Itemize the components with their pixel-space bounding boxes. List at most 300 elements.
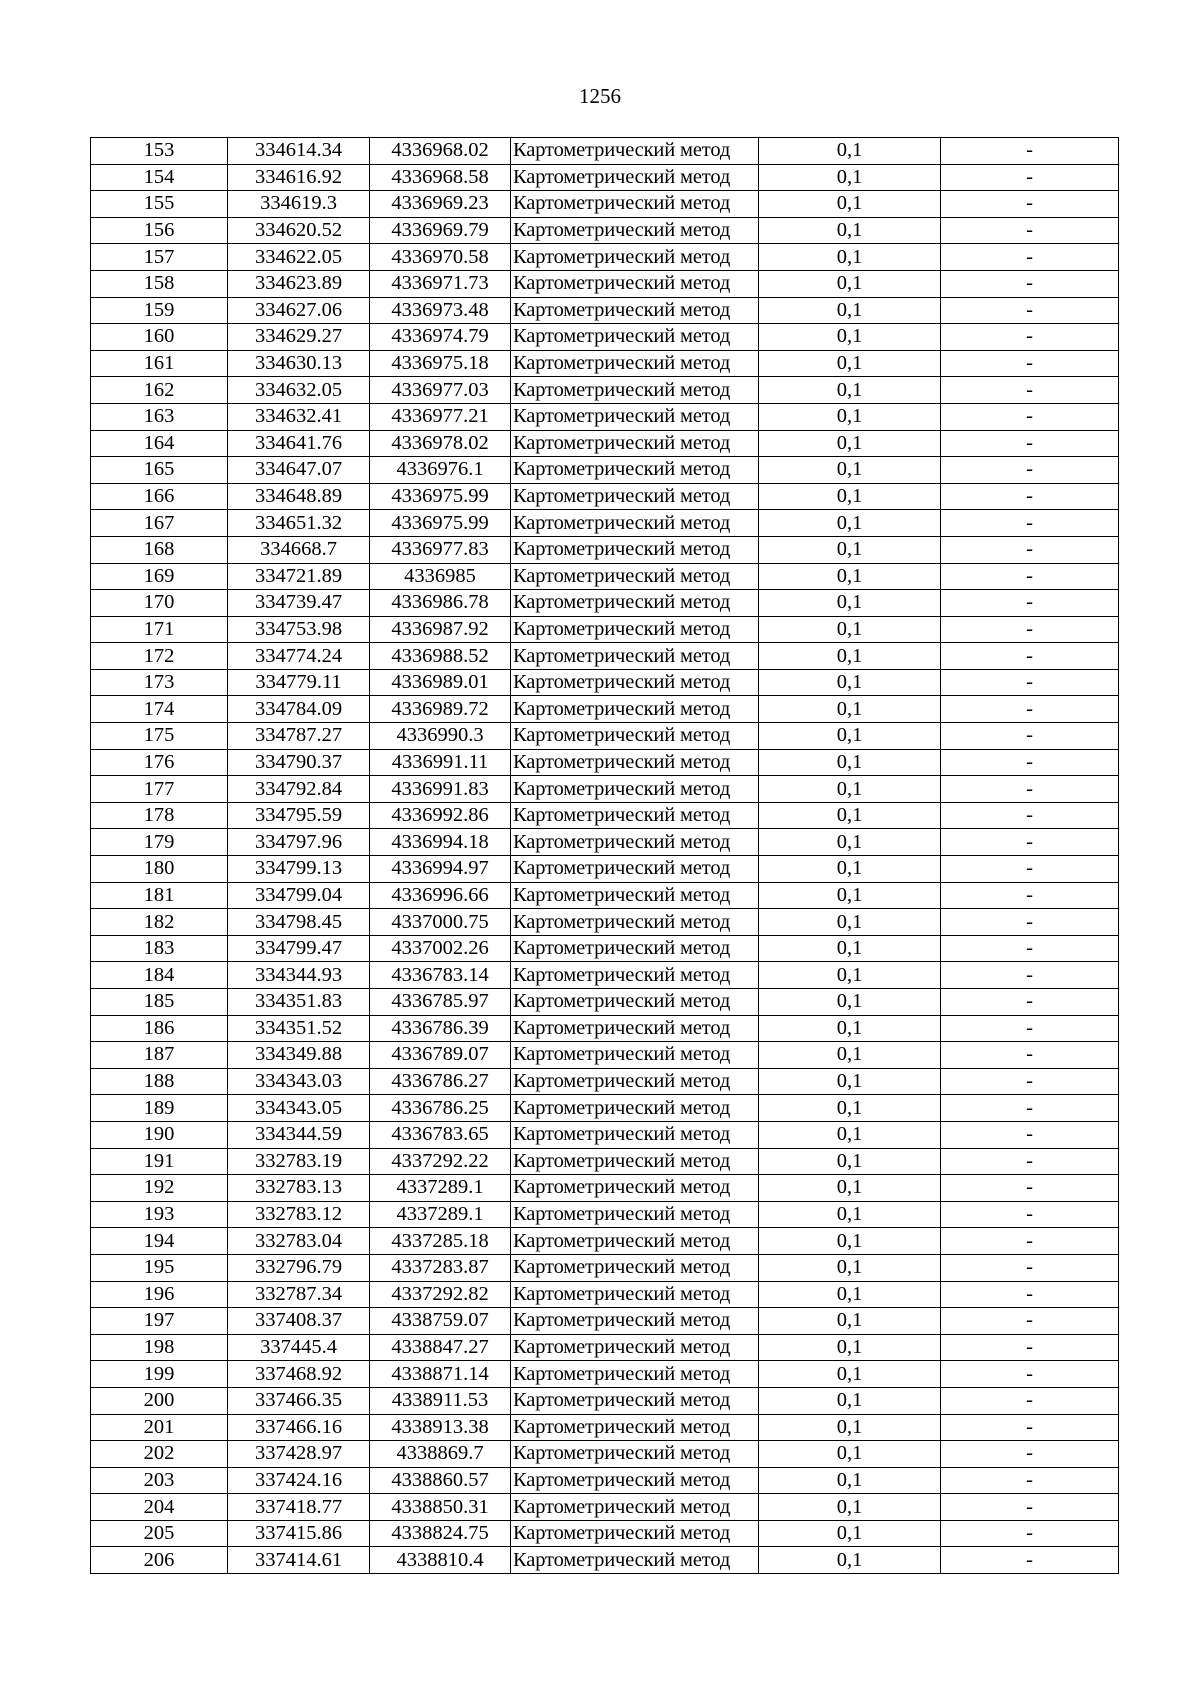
note-cell: - (941, 1175, 1119, 1202)
table-row (91, 590, 1119, 617)
note-cell: - (941, 430, 1119, 457)
table-row (91, 164, 1119, 191)
table-row (91, 829, 1119, 856)
x-coordinate-cell: 334344.59 (228, 1121, 370, 1148)
x-coordinate-cell: 337415.86 (228, 1520, 370, 1547)
method-cell: Картометрический метод (511, 1361, 759, 1388)
table-row (91, 802, 1119, 829)
y-coordinate-cell: 4337292.22 (370, 1148, 511, 1175)
accuracy-cell: 0,1 (759, 1547, 941, 1574)
accuracy-cell: 0,1 (759, 270, 941, 297)
point-number-cell: 169 (91, 563, 228, 590)
point-number-cell: 158 (91, 270, 228, 297)
method-cell: Картометрический метод (511, 1068, 759, 1095)
x-coordinate-cell: 334647.07 (228, 457, 370, 484)
method-cell: Картометрический метод (511, 1175, 759, 1202)
x-coordinate-cell: 334622.05 (228, 244, 370, 271)
x-coordinate-cell: 337408.37 (228, 1308, 370, 1335)
point-number-cell: 201 (91, 1414, 228, 1441)
note-cell: - (941, 483, 1119, 510)
point-number-cell: 197 (91, 1308, 228, 1335)
y-coordinate-cell: 4336789.07 (370, 1042, 511, 1069)
note-cell: - (941, 244, 1119, 271)
note-cell: - (941, 935, 1119, 962)
note-cell: - (941, 590, 1119, 617)
table-row (91, 643, 1119, 670)
point-number-cell: 192 (91, 1175, 228, 1202)
note-cell: - (941, 138, 1119, 165)
x-coordinate-cell: 334799.04 (228, 882, 370, 909)
table-row (91, 616, 1119, 643)
method-cell: Картометрический метод (511, 297, 759, 324)
point-number-cell: 181 (91, 882, 228, 909)
method-cell: Картометрический метод (511, 909, 759, 936)
table-row (91, 430, 1119, 457)
note-cell: - (941, 1068, 1119, 1095)
method-cell: Картометрический метод (511, 1201, 759, 1228)
method-cell: Картометрический метод (511, 1387, 759, 1414)
point-number-cell: 186 (91, 1015, 228, 1042)
y-coordinate-cell: 4337283.87 (370, 1254, 511, 1281)
point-number-cell: 154 (91, 164, 228, 191)
note-cell: - (941, 776, 1119, 803)
method-cell: Картометрический метод (511, 1308, 759, 1335)
x-coordinate-cell: 337424.16 (228, 1467, 370, 1494)
x-coordinate-cell: 334349.88 (228, 1042, 370, 1069)
method-cell: Картометрический метод (511, 1015, 759, 1042)
point-number-cell: 193 (91, 1201, 228, 1228)
y-coordinate-cell: 4336783.65 (370, 1121, 511, 1148)
point-number-cell: 161 (91, 350, 228, 377)
note-cell: - (941, 882, 1119, 909)
point-number-cell: 177 (91, 776, 228, 803)
y-coordinate-cell: 4336973.48 (370, 297, 511, 324)
method-cell: Картометрический метод (511, 403, 759, 430)
method-cell: Картометрический метод (511, 191, 759, 218)
x-coordinate-cell: 334344.93 (228, 962, 370, 989)
method-cell: Картометрический метод (511, 989, 759, 1016)
accuracy-cell: 0,1 (759, 1387, 941, 1414)
note-cell: - (941, 1148, 1119, 1175)
table-row (91, 723, 1119, 750)
note-cell: - (941, 909, 1119, 936)
x-coordinate-cell: 334668.7 (228, 536, 370, 563)
accuracy-cell: 0,1 (759, 1042, 941, 1069)
y-coordinate-cell: 4336992.86 (370, 802, 511, 829)
point-number-cell: 194 (91, 1228, 228, 1255)
y-coordinate-cell: 4336987.92 (370, 616, 511, 643)
method-cell: Картометрический метод (511, 1095, 759, 1122)
accuracy-cell: 0,1 (759, 669, 941, 696)
y-coordinate-cell: 4336996.66 (370, 882, 511, 909)
y-coordinate-cell: 4336969.23 (370, 191, 511, 218)
y-coordinate-cell: 4336975.99 (370, 483, 511, 510)
note-cell: - (941, 563, 1119, 590)
x-coordinate-cell: 337428.97 (228, 1441, 370, 1468)
method-cell: Картометрический метод (511, 776, 759, 803)
note-cell: - (941, 802, 1119, 829)
accuracy-cell: 0,1 (759, 563, 941, 590)
point-number-cell: 170 (91, 590, 228, 617)
method-cell: Картометрический метод (511, 430, 759, 457)
note-cell: - (941, 457, 1119, 484)
method-cell: Картометрический метод (511, 536, 759, 563)
x-coordinate-cell: 334753.98 (228, 616, 370, 643)
table-row (91, 191, 1119, 218)
x-coordinate-cell: 334792.84 (228, 776, 370, 803)
point-number-cell: 160 (91, 324, 228, 351)
y-coordinate-cell: 4336977.03 (370, 377, 511, 404)
point-number-cell: 195 (91, 1254, 228, 1281)
method-cell: Картометрический метод (511, 1334, 759, 1361)
method-cell: Картометрический метод (511, 962, 759, 989)
point-number-cell: 190 (91, 1121, 228, 1148)
note-cell: - (941, 669, 1119, 696)
note-cell: - (941, 856, 1119, 883)
note-cell: - (941, 297, 1119, 324)
accuracy-cell: 0,1 (759, 1281, 941, 1308)
point-number-cell: 205 (91, 1520, 228, 1547)
table-row (91, 1361, 1119, 1388)
x-coordinate-cell: 334351.52 (228, 1015, 370, 1042)
note-cell: - (941, 723, 1119, 750)
accuracy-cell: 0,1 (759, 802, 941, 829)
table-row (91, 270, 1119, 297)
y-coordinate-cell: 4337292.82 (370, 1281, 511, 1308)
table-row (91, 1334, 1119, 1361)
y-coordinate-cell: 4336994.18 (370, 829, 511, 856)
note-cell: - (941, 643, 1119, 670)
table-row (91, 1467, 1119, 1494)
point-number-cell: 155 (91, 191, 228, 218)
table-row (91, 138, 1119, 165)
method-cell: Картометрический метод (511, 270, 759, 297)
method-cell: Картометрический метод (511, 1520, 759, 1547)
point-number-cell: 204 (91, 1494, 228, 1521)
y-coordinate-cell: 4336990.3 (370, 723, 511, 750)
x-coordinate-cell: 334795.59 (228, 802, 370, 829)
accuracy-cell: 0,1 (759, 1308, 941, 1335)
x-coordinate-cell: 334629.27 (228, 324, 370, 351)
note-cell: - (941, 1387, 1119, 1414)
y-coordinate-cell: 4338850.31 (370, 1494, 511, 1521)
point-number-cell: 198 (91, 1334, 228, 1361)
x-coordinate-cell: 332783.12 (228, 1201, 370, 1228)
x-coordinate-cell: 334721.89 (228, 563, 370, 590)
y-coordinate-cell: 4336975.18 (370, 350, 511, 377)
x-coordinate-cell: 334623.89 (228, 270, 370, 297)
point-number-cell: 156 (91, 217, 228, 244)
table-row (91, 1201, 1119, 1228)
y-coordinate-cell: 4338847.27 (370, 1334, 511, 1361)
method-cell: Картометрический метод (511, 643, 759, 670)
table-row (91, 324, 1119, 351)
table-row (91, 563, 1119, 590)
y-coordinate-cell: 4336786.27 (370, 1068, 511, 1095)
accuracy-cell: 0,1 (759, 723, 941, 750)
accuracy-cell: 0,1 (759, 483, 941, 510)
y-coordinate-cell: 4337289.1 (370, 1175, 511, 1202)
x-coordinate-cell: 334774.24 (228, 643, 370, 670)
x-coordinate-cell: 334619.3 (228, 191, 370, 218)
accuracy-cell: 0,1 (759, 217, 941, 244)
x-coordinate-cell: 332783.13 (228, 1175, 370, 1202)
note-cell: - (941, 510, 1119, 537)
note-cell: - (941, 616, 1119, 643)
point-number-cell: 206 (91, 1547, 228, 1574)
accuracy-cell: 0,1 (759, 377, 941, 404)
y-coordinate-cell: 4338913.38 (370, 1414, 511, 1441)
x-coordinate-cell: 334632.41 (228, 403, 370, 430)
method-cell: Картометрический метод (511, 244, 759, 271)
table-row (91, 1281, 1119, 1308)
x-coordinate-cell: 337468.92 (228, 1361, 370, 1388)
x-coordinate-cell: 334616.92 (228, 164, 370, 191)
accuracy-cell: 0,1 (759, 1201, 941, 1228)
accuracy-cell: 0,1 (759, 989, 941, 1016)
table-row (91, 297, 1119, 324)
accuracy-cell: 0,1 (759, 457, 941, 484)
y-coordinate-cell: 4336985 (370, 563, 511, 590)
x-coordinate-cell: 334787.27 (228, 723, 370, 750)
x-coordinate-cell: 334632.05 (228, 377, 370, 404)
accuracy-cell: 0,1 (759, 1254, 941, 1281)
table-row (91, 1042, 1119, 1069)
accuracy-cell: 0,1 (759, 643, 941, 670)
y-coordinate-cell: 4336786.39 (370, 1015, 511, 1042)
point-number-cell: 162 (91, 377, 228, 404)
note-cell: - (941, 536, 1119, 563)
x-coordinate-cell: 337418.77 (228, 1494, 370, 1521)
accuracy-cell: 0,1 (759, 403, 941, 430)
y-coordinate-cell: 4336991.11 (370, 749, 511, 776)
note-cell: - (941, 749, 1119, 776)
method-cell: Картометрический метод (511, 856, 759, 883)
point-number-cell: 174 (91, 696, 228, 723)
x-coordinate-cell: 334343.05 (228, 1095, 370, 1122)
accuracy-cell: 0,1 (759, 138, 941, 165)
point-number-cell: 173 (91, 669, 228, 696)
accuracy-cell: 0,1 (759, 909, 941, 936)
note-cell: - (941, 962, 1119, 989)
y-coordinate-cell: 4336978.02 (370, 430, 511, 457)
accuracy-cell: 0,1 (759, 962, 941, 989)
y-coordinate-cell: 4336988.52 (370, 643, 511, 670)
method-cell: Картометрический метод (511, 483, 759, 510)
accuracy-cell: 0,1 (759, 1520, 941, 1547)
note-cell: - (941, 1414, 1119, 1441)
note-cell: - (941, 270, 1119, 297)
accuracy-cell: 0,1 (759, 776, 941, 803)
point-number-cell: 159 (91, 297, 228, 324)
accuracy-cell: 0,1 (759, 935, 941, 962)
x-coordinate-cell: 334797.96 (228, 829, 370, 856)
table-row (91, 1414, 1119, 1441)
y-coordinate-cell: 4336986.78 (370, 590, 511, 617)
method-cell: Картометрический метод (511, 1547, 759, 1574)
table-row (91, 882, 1119, 909)
note-cell: - (941, 1334, 1119, 1361)
accuracy-cell: 0,1 (759, 536, 941, 563)
table-row (91, 536, 1119, 563)
y-coordinate-cell: 4336977.21 (370, 403, 511, 430)
point-number-cell: 185 (91, 989, 228, 1016)
y-coordinate-cell: 4337002.26 (370, 935, 511, 962)
y-coordinate-cell: 4337000.75 (370, 909, 511, 936)
method-cell: Картометрический метод (511, 1494, 759, 1521)
method-cell: Картометрический метод (511, 1441, 759, 1468)
point-number-cell: 184 (91, 962, 228, 989)
note-cell: - (941, 1121, 1119, 1148)
method-cell: Картометрический метод (511, 1121, 759, 1148)
point-number-cell: 179 (91, 829, 228, 856)
accuracy-cell: 0,1 (759, 1068, 941, 1095)
y-coordinate-cell: 4337289.1 (370, 1201, 511, 1228)
y-coordinate-cell: 4336783.14 (370, 962, 511, 989)
y-coordinate-cell: 4336989.72 (370, 696, 511, 723)
page-number: 1256 (579, 84, 621, 108)
table-row (91, 776, 1119, 803)
point-number-cell: 202 (91, 1441, 228, 1468)
note-cell: - (941, 324, 1119, 351)
table-row (91, 1148, 1119, 1175)
point-number-cell: 176 (91, 749, 228, 776)
y-coordinate-cell: 4336989.01 (370, 669, 511, 696)
accuracy-cell: 0,1 (759, 350, 941, 377)
table-row (91, 856, 1119, 883)
y-coordinate-cell: 4336994.97 (370, 856, 511, 883)
x-coordinate-cell: 334799.13 (228, 856, 370, 883)
table-row (91, 403, 1119, 430)
table-row (91, 935, 1119, 962)
x-coordinate-cell: 334739.47 (228, 590, 370, 617)
method-cell: Картометрический метод (511, 669, 759, 696)
table-row (91, 1068, 1119, 1095)
x-coordinate-cell: 334799.47 (228, 935, 370, 962)
note-cell: - (941, 1254, 1119, 1281)
x-coordinate-cell: 334790.37 (228, 749, 370, 776)
accuracy-cell: 0,1 (759, 297, 941, 324)
table-row (91, 510, 1119, 537)
point-number-cell: 200 (91, 1387, 228, 1414)
method-cell: Картометрический метод (511, 377, 759, 404)
accuracy-cell: 0,1 (759, 1015, 941, 1042)
table-row (91, 457, 1119, 484)
accuracy-cell: 0,1 (759, 1095, 941, 1122)
accuracy-cell: 0,1 (759, 1494, 941, 1521)
accuracy-cell: 0,1 (759, 696, 941, 723)
y-coordinate-cell: 4336785.97 (370, 989, 511, 1016)
point-number-cell: 171 (91, 616, 228, 643)
accuracy-cell: 0,1 (759, 749, 941, 776)
point-number-cell: 191 (91, 1148, 228, 1175)
method-cell: Картометрический метод (511, 749, 759, 776)
table-row (91, 1308, 1119, 1335)
table-row (91, 1015, 1119, 1042)
table-row (91, 1547, 1119, 1574)
point-number-cell: 183 (91, 935, 228, 962)
point-number-cell: 172 (91, 643, 228, 670)
note-cell: - (941, 1095, 1119, 1122)
note-cell: - (941, 350, 1119, 377)
table-row (91, 1254, 1119, 1281)
y-coordinate-cell: 4336971.73 (370, 270, 511, 297)
table-row (91, 1095, 1119, 1122)
point-number-cell: 166 (91, 483, 228, 510)
note-cell: - (941, 989, 1119, 1016)
accuracy-cell: 0,1 (759, 856, 941, 883)
note-cell: - (941, 1467, 1119, 1494)
table-row (91, 483, 1119, 510)
x-coordinate-cell: 334784.09 (228, 696, 370, 723)
note-cell: - (941, 377, 1119, 404)
y-coordinate-cell: 4337285.18 (370, 1228, 511, 1255)
point-number-cell: 167 (91, 510, 228, 537)
accuracy-cell: 0,1 (759, 1414, 941, 1441)
x-coordinate-cell: 334351.83 (228, 989, 370, 1016)
x-coordinate-cell: 337466.16 (228, 1414, 370, 1441)
table-row (91, 909, 1119, 936)
accuracy-cell: 0,1 (759, 324, 941, 351)
x-coordinate-cell: 334627.06 (228, 297, 370, 324)
method-cell: Картометрический метод (511, 1228, 759, 1255)
x-coordinate-cell: 334343.03 (228, 1068, 370, 1095)
y-coordinate-cell: 4336991.83 (370, 776, 511, 803)
table-row (91, 962, 1119, 989)
note-cell: - (941, 217, 1119, 244)
method-cell: Картометрический метод (511, 829, 759, 856)
note-cell: - (941, 1042, 1119, 1069)
y-coordinate-cell: 4338911.53 (370, 1387, 511, 1414)
note-cell: - (941, 1361, 1119, 1388)
coordinates-table-body (91, 138, 1119, 1574)
point-number-cell: 178 (91, 802, 228, 829)
x-coordinate-cell: 334648.89 (228, 483, 370, 510)
y-coordinate-cell: 4336975.99 (370, 510, 511, 537)
method-cell: Картометрический метод (511, 138, 759, 165)
accuracy-cell: 0,1 (759, 1467, 941, 1494)
point-number-cell: 175 (91, 723, 228, 750)
accuracy-cell: 0,1 (759, 244, 941, 271)
note-cell: - (941, 1228, 1119, 1255)
y-coordinate-cell: 4336970.58 (370, 244, 511, 271)
note-cell: - (941, 164, 1119, 191)
x-coordinate-cell: 337414.61 (228, 1547, 370, 1574)
note-cell: - (941, 403, 1119, 430)
point-number-cell: 188 (91, 1068, 228, 1095)
method-cell: Картометрический метод (511, 1467, 759, 1494)
point-number-cell: 196 (91, 1281, 228, 1308)
method-cell: Картометрический метод (511, 1281, 759, 1308)
accuracy-cell: 0,1 (759, 1334, 941, 1361)
note-cell: - (941, 1308, 1119, 1335)
point-number-cell: 165 (91, 457, 228, 484)
coordinates-table (90, 137, 1119, 1574)
y-coordinate-cell: 4336968.02 (370, 138, 511, 165)
method-cell: Картометрический метод (511, 935, 759, 962)
point-number-cell: 168 (91, 536, 228, 563)
x-coordinate-cell: 334651.32 (228, 510, 370, 537)
table-row (91, 669, 1119, 696)
method-cell: Картометрический метод (511, 457, 759, 484)
y-coordinate-cell: 4338759.07 (370, 1308, 511, 1335)
table-row (91, 1441, 1119, 1468)
accuracy-cell: 0,1 (759, 1228, 941, 1255)
point-number-cell: 203 (91, 1467, 228, 1494)
method-cell: Картометрический метод (511, 1148, 759, 1175)
table-row (91, 244, 1119, 271)
note-cell: - (941, 1015, 1119, 1042)
